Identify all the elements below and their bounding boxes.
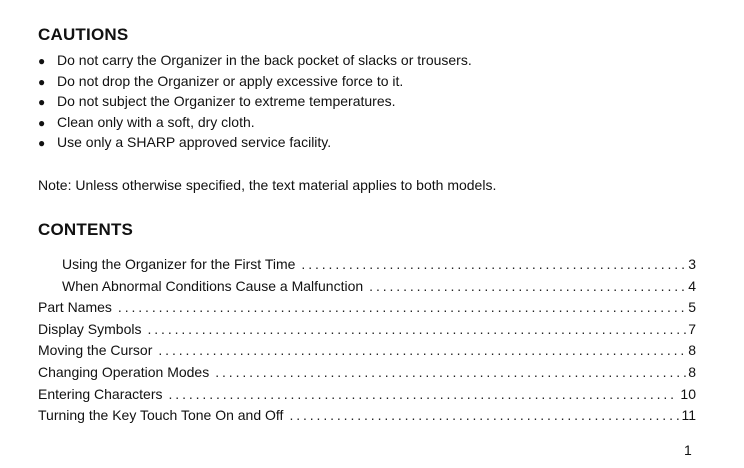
toc-entry-page: 4 [688,277,696,294]
bullet-icon: ● [38,136,46,150]
bullet-icon: ● [38,95,46,109]
cautions-list [38,50,472,153]
caution-item [38,50,472,71]
caution-text: Do not subject the Organizer to extreme temperatures. [57,93,396,109]
toc-dot-leader [301,254,686,276]
toc-entry-title: Entering Characters [38,385,163,402]
toc-entry-page: 7 [688,320,696,337]
toc-entry-page: 8 [688,342,696,359]
toc-dot-leader [118,297,686,319]
toc-entry[interactable] [38,384,696,406]
caution-item [38,91,472,112]
toc-entry-title: Display Symbols [38,320,142,337]
toc-dot-leader [289,405,679,427]
toc-entry[interactable] [38,340,696,362]
toc-entry-page: 10 [680,385,696,402]
toc-dot-leader [158,340,686,362]
toc-entry[interactable] [38,276,696,298]
bullet-icon: ● [38,115,46,130]
toc-entry-page: 3 [688,256,696,272]
toc-entry-title: Moving the Cursor [38,342,153,359]
caution-text: Do not drop the Organizer or apply excessive force to it. [57,72,404,89]
toc-entry[interactable] [38,254,696,276]
table-of-contents [38,254,696,427]
toc-dot-leader [147,319,686,341]
caution-text: Do not carry the Organizer in the back pocket of slacks or trousers. [57,52,472,68]
bullet-icon: ● [38,74,46,89]
toc-dot-leader [215,362,686,384]
caution-text: Clean only with a soft, dry cloth. [57,113,255,130]
toc-dot-leader [169,384,679,406]
toc-entry-title: Part Names [38,299,112,316]
toc-entry-page: 11 [681,407,696,424]
page-number: 1 [684,442,692,458]
note-text: Note: Unless otherwise specified, the text material applies to both models. [38,177,497,193]
toc-entry-page: 8 [688,363,696,380]
caution-item [38,112,472,133]
cautions-heading: CAUTIONS [38,25,129,44]
toc-entry-title: Using the Organizer for the First Time [62,256,296,272]
toc-entry-page: 5 [688,299,696,316]
toc-entry-title: Turning the Key Touch Tone On and Off [38,407,284,424]
toc-entry[interactable] [38,319,696,341]
toc-dot-leader [369,276,686,298]
caution-text: Use only a SHARP approved service facility. [57,134,332,150]
caution-item [38,132,472,153]
toc-entry[interactable] [38,362,696,384]
toc-entry-title: When Abnormal Conditions Cause a Malfunction [62,277,364,294]
toc-entry[interactable] [38,405,696,427]
caution-item [38,71,472,92]
bullet-icon: ● [38,54,46,68]
toc-entry[interactable] [38,297,696,319]
contents-heading: CONTENTS [38,220,134,239]
toc-entry-title: Changing Operation Modes [38,363,210,380]
